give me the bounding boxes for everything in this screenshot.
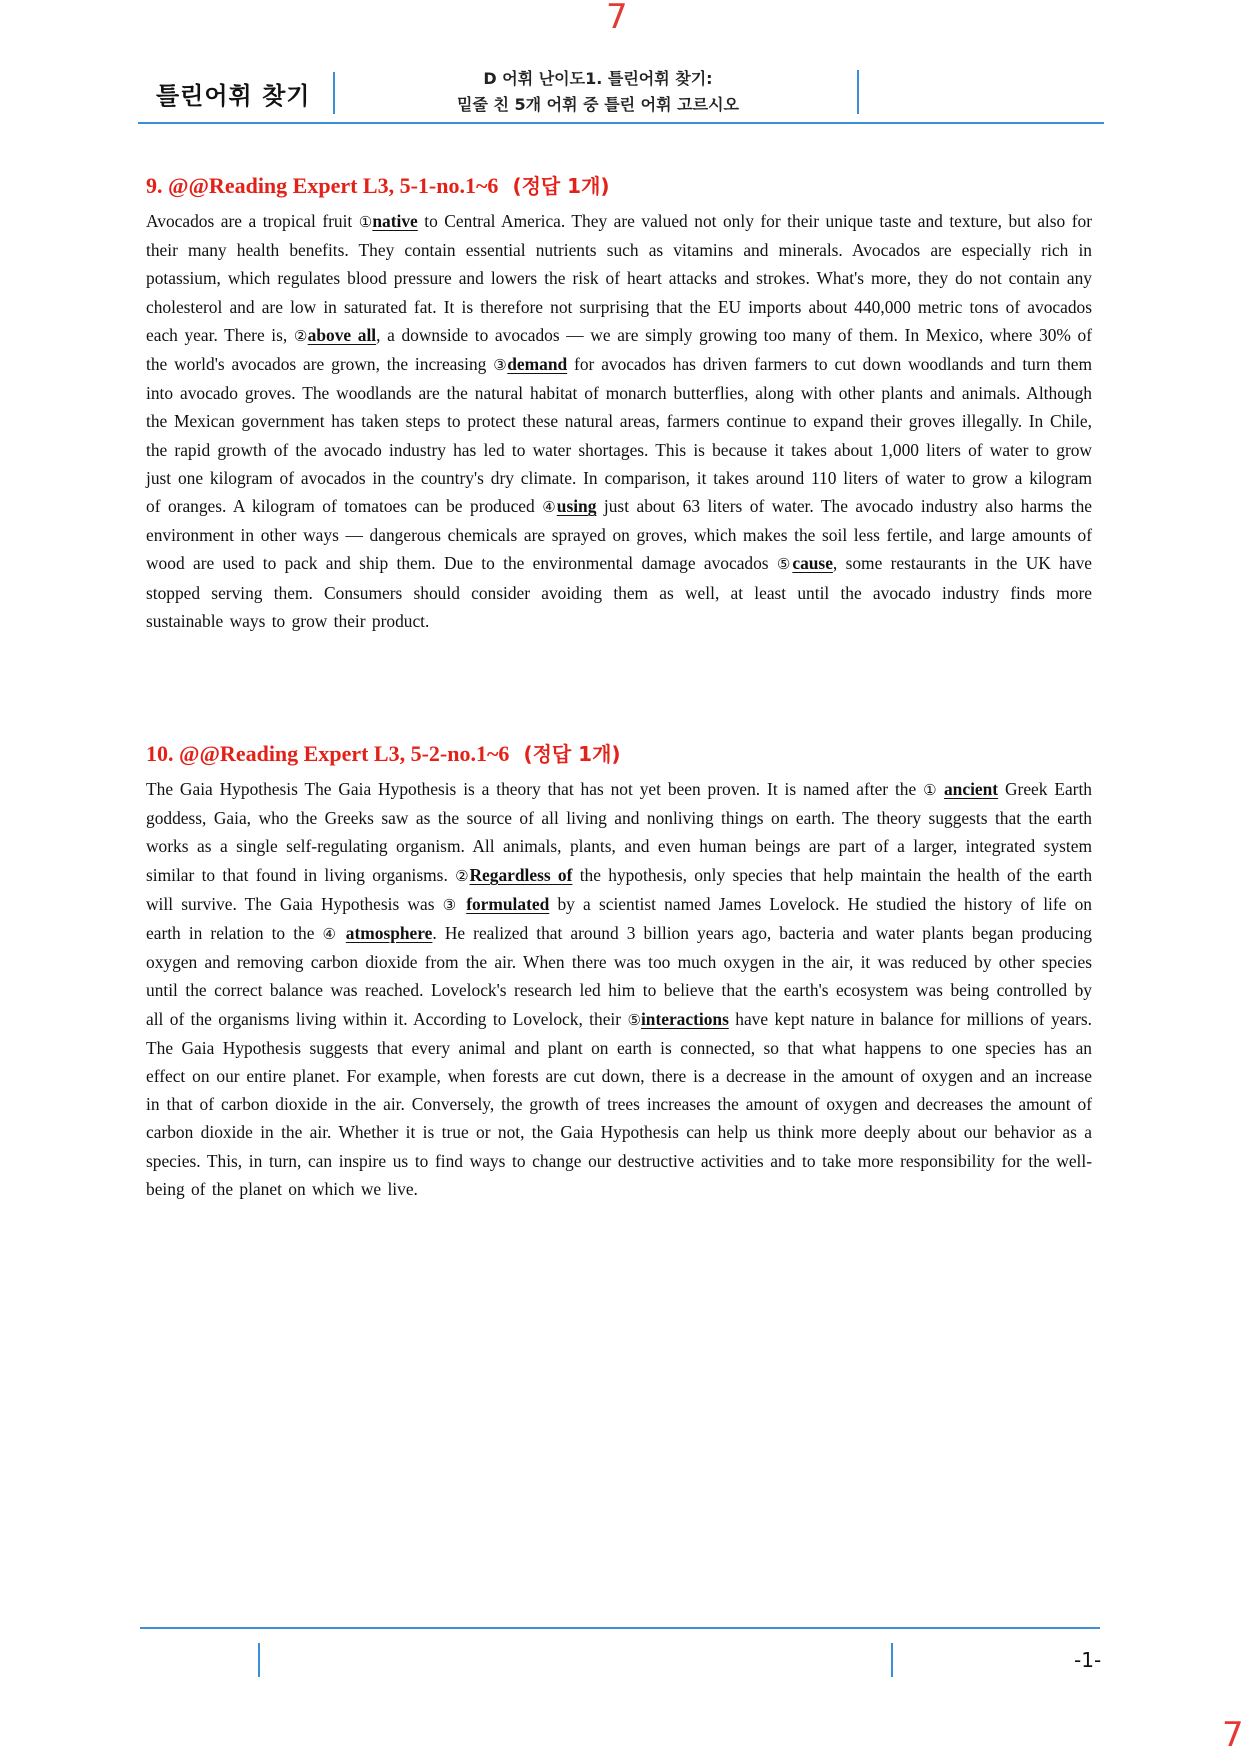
question-title bbox=[146, 170, 1092, 199]
header-divider-left bbox=[333, 72, 335, 114]
header-subtitle-line2: 밑줄 친 5개 어휘 중 틀린 어휘 고르시오 bbox=[457, 95, 739, 114]
page-mark-top: 7 bbox=[606, 0, 628, 37]
passage-text: by a scientist named James Lovelock. He studied the history of life on earth in relation to the bbox=[146, 893, 1092, 944]
underlined-word: cause bbox=[792, 553, 833, 574]
passage-text: for avocados has driven farmers to cut down woodlands and turn them into avocado groves. The woodlands are the natural habitat of monarch butterflies, along with other plants and animals. Although the Mexican government has taken steps to protect these natural areas, farmers continue to expand their groves illegally. In Chile, the rapid growth of the avocado industry has led to water shortages. This is because it takes about 1,000 liters of water to grow just one kilogram of avocados in the country's dry climate. In comparison, it takes around 110 liters of water to grow a kilogram of oranges. A kilogram of tomatoes can be produced bbox=[146, 354, 1093, 517]
circled-number: ① bbox=[923, 781, 938, 799]
passage-text bbox=[458, 894, 466, 914]
page-number: -1- bbox=[1074, 1648, 1102, 1672]
circled-number: ② bbox=[293, 326, 308, 345]
underlined-word: atmosphere bbox=[345, 923, 433, 944]
question-heading: 9. @@Reading Expert L3, 5-1-no.1~6 bbox=[146, 173, 499, 198]
passage-text: the hypothesis, only species that help maintain the health of the earth will survive. The Gaia Hypothesis was bbox=[146, 864, 1093, 914]
passage-text: , a downside to avocados — we are simply growing too many of them. In Mexico, where 30% of the world's avocados are grown, the increasing bbox=[146, 324, 1093, 375]
header-subtitle-line1: D 어휘 난이도1. 틀린어휘 찾기: bbox=[483, 69, 713, 88]
passage-text: Greek Earth goddess, Gaia, who the Greeks saw as the source of all living and nonliving things on earth. The theory suggests that the earth works as a single self-regulating organism. All animals, plants, and even human beings are part of a larger, integrated system similar to that found in living organisms. bbox=[146, 779, 1092, 885]
footer-rule bbox=[140, 1627, 1100, 1629]
passage-text: just about 63 liters of water. The avocado industry also harms the environment in other ways — dangerous chemicals are sprayed on groves, which makes the soil less fertile, and large amounts of wood are used to pack and ship them. Due to the environmental damage avocados bbox=[146, 496, 1093, 574]
question-passage bbox=[146, 775, 1092, 1203]
circled-number: ⑤ bbox=[776, 555, 793, 574]
header-title: 틀린어휘 찾기 bbox=[156, 82, 311, 110]
passage-text: , some restaurants in the UK have stopped serving them. Consumers should consider avoiding them as well, at least until the avocado industry finds more sustainable ways to grow their product. bbox=[146, 553, 1092, 631]
circled-number: ② bbox=[455, 866, 470, 885]
page-header bbox=[138, 62, 1104, 124]
question-passage bbox=[146, 207, 1092, 635]
passage-text bbox=[338, 923, 346, 943]
underlined-word: Regardless of bbox=[469, 864, 573, 885]
underlined-word: native bbox=[372, 211, 418, 231]
underlined-word: interactions bbox=[640, 1008, 729, 1029]
page-mark-bottom: 7 bbox=[1222, 1715, 1244, 1755]
answer-count: (정답 1개) bbox=[523, 742, 621, 766]
header-divider-right bbox=[857, 70, 859, 114]
passage-text: to Central America. They are valued not only for their unique taste and texture, but also for their many health benefits. They contain essential nutrients such as vitamins and minerals. Avocados are especially rich in potassium, which regulates blood pressure and lowers the risk of heart attacks and strokes. What's more, they do not contain any cholesterol and are low in saturated fat. It is therefore not surprising that the EU imports about 440,000 metric tons of avocados each year. There is, bbox=[146, 211, 1092, 345]
passage-text: The Gaia Hypothesis The Gaia Hypothesis is a theory that has not yet been proven. It is named after the bbox=[146, 779, 924, 799]
circled-number: ③ bbox=[442, 895, 458, 914]
circled-number: ④ bbox=[542, 498, 557, 517]
circled-number: ⑤ bbox=[627, 1010, 641, 1029]
circled-number: ③ bbox=[493, 356, 508, 375]
underlined-word: above all bbox=[307, 324, 377, 345]
circled-number: ④ bbox=[322, 925, 338, 944]
passage-text bbox=[937, 779, 944, 799]
question-heading: 10. @@Reading Expert L3, 5-2-no.1~6 bbox=[146, 741, 510, 766]
question-9 bbox=[146, 170, 1092, 635]
passage-text: . He realized that around 3 billion years ago, bacteria and water plants began producing oxygen and removing carbon dioxide from the air. When there was too much oxygen in the air, it was reduced by other species until the correct balance was reached. Lovelock's research led him to believe that the earth's ecosystem was being controlled by all of the organisms living within it. According to Lovelock, their bbox=[146, 923, 1092, 1029]
underlined-word: demand bbox=[507, 354, 568, 375]
header-subtitle bbox=[348, 66, 848, 118]
underlined-word: using bbox=[556, 496, 597, 517]
footer-divider-left bbox=[258, 1643, 260, 1677]
question-10 bbox=[146, 738, 1092, 1203]
header-rule bbox=[138, 122, 1104, 124]
question-title bbox=[146, 738, 1092, 767]
passage-text: Avocados are a tropical fruit bbox=[146, 211, 359, 231]
answer-count: (정답 1개) bbox=[512, 174, 610, 198]
underlined-word: formulated bbox=[466, 893, 550, 914]
footer-divider-right bbox=[891, 1643, 893, 1677]
underlined-word: ancient bbox=[943, 779, 999, 799]
circled-number: ① bbox=[358, 213, 373, 231]
passage-text: have kept nature in balance for millions of years. The Gaia Hypothesis suggests that every animal and plant on earth is connected, so that what happens to one species has an effect on our entire planet. For example, when forests are cut down, there is a decrease in the amount of oxygen and an increase in that of carbon dioxide in the air. Conversely, the growth of trees increases the amount of oxygen and decreases the amount of carbon dioxide in the air. Whether it is true or not, the Gaia Hypothesis can help us think more deeply about our behavior as a species. This, in turn, can inspire us to find ways to change our destructive activities and to take more responsibility for the well-being of the planet on which we live. bbox=[146, 1008, 1093, 1199]
